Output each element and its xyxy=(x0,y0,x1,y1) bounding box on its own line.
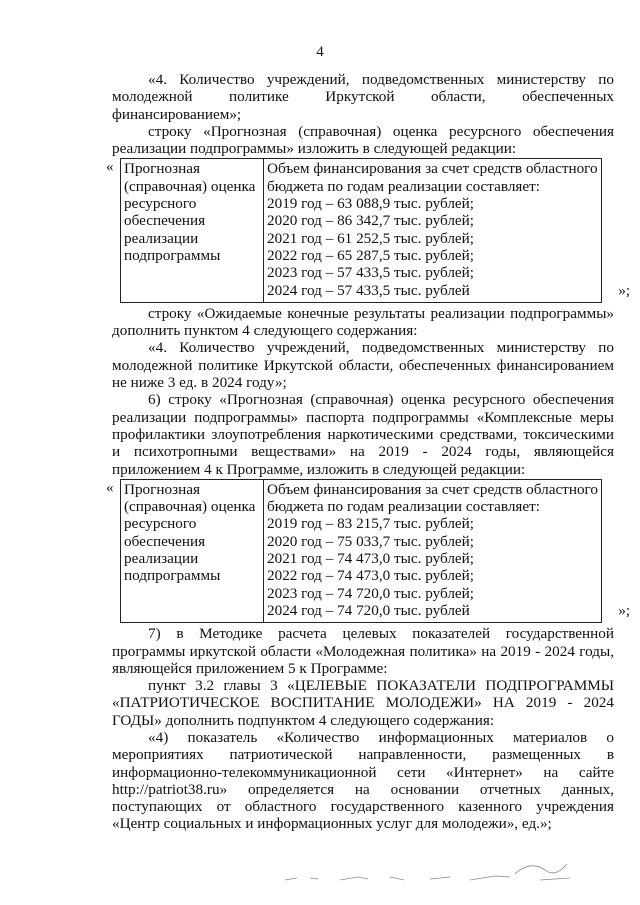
table-open-quote: « xyxy=(106,159,114,176)
forecast-table-2-wrap xyxy=(106,479,630,623)
document-body xyxy=(106,71,630,833)
table-left-cell xyxy=(121,479,264,622)
forecast-table-1-wrap xyxy=(106,158,630,302)
funding-year-row: 2023 год – 57 433,5 тыс. рублей; xyxy=(267,264,475,282)
left-line: реализации xyxy=(124,550,199,568)
paragraph-quote-item-4-2024: «4. Количество учреждений, подведомственных министерству по молодежной политике Иркутской области, обеспеченных финансированием не ниже 3 ед. в 2024 году»; xyxy=(112,339,614,392)
funding-year-row: 2020 год – 86 342,7 тыс. рублей; xyxy=(267,212,475,230)
left-line: подпрограммы xyxy=(124,567,221,585)
left-line: реализации xyxy=(124,229,199,247)
left-line: подпрограммы xyxy=(124,246,221,264)
left-line: Прогнозная xyxy=(124,160,200,178)
table-open-quote: « xyxy=(106,479,114,496)
paragraph-item-6: 6) строку «Прогнозная (справочная) оценка ресурсного обеспечения реализации подпрограммы» паспорта подпрограммы «Комплексные меры профилактики злоупотребления наркотическими средствами, токсическими и психотропными веществами» на 2019 - 2024 годы, являющейся приложением 4 к Программе, изложить в следующей редакции: xyxy=(112,391,614,478)
paragraph-quote-item-4: «4. Количество учреждений, подведомственных министерству по молодежной политике Иркутской области, обеспеченных финансированием»; xyxy=(112,71,614,123)
funding-year-row: 2024 год – 74 720,0 тыс. рублей xyxy=(267,601,470,619)
left-line: ресурсного xyxy=(124,515,197,533)
left-line: (справочная) оценка xyxy=(124,177,256,195)
funding-year-row: 2021 год – 61 252,5 тыс. рублей; xyxy=(267,229,475,247)
left-line: (справочная) оценка xyxy=(124,498,256,516)
scan-artifact-scribble xyxy=(280,850,590,890)
left-line: обеспечения xyxy=(124,532,206,550)
funding-year-row: 2021 год – 74 473,0 тыс. рублей; xyxy=(267,550,475,568)
paragraph-expected-results: строку «Ожидаемые конечные результаты реализации подпрограммы» дополнить пунктом 4 следующего содержания: xyxy=(112,304,614,340)
paragraph-item-7: 7) в Методике расчета целевых показателей государственной программы иркутской области «Молодежная политика» на 2019 - 2024 годы, являющейся приложением 5 к Программе: xyxy=(112,625,614,677)
left-line: обеспечения xyxy=(124,212,206,230)
funding-intro: Объем финансирования за счет средств областного бюджета по годам реализации составляет: xyxy=(267,480,598,516)
forecast-table-2 xyxy=(120,479,602,623)
table-close-quote: »; xyxy=(618,282,630,299)
table-right-cell xyxy=(264,159,602,302)
table-right-cell xyxy=(264,479,602,622)
funding-year-row: 2024 год – 57 433,5 тыс. рублей xyxy=(267,281,470,299)
paragraph-point-3-2: пункт 3.2 главы 3 «ЦЕЛЕВЫЕ ПОКАЗАТЕЛИ ПОДПРОГРАММЫ «ПАТРИОТИЧЕСКОЕ ВОСПИТАНИЕ МОЛОДЕЖИ» НА 2019 - 2024 ГОДЫ» дополнить подпунктом 4 следующего содержания: xyxy=(112,677,614,729)
forecast-table-1 xyxy=(120,158,602,302)
table-left-cell xyxy=(121,159,264,302)
funding-year-row: 2020 год – 75 033,7 тыс. рублей; xyxy=(267,532,475,550)
funding-year-row: 2019 год – 83 215,7 тыс. рублей; xyxy=(267,515,475,533)
left-line: Прогнозная xyxy=(124,480,200,498)
funding-year-row: 2022 год – 74 473,0 тыс. рублей; xyxy=(267,567,475,585)
page-number: 4 xyxy=(316,44,324,60)
paragraph-row-forecast: строку «Прогнозная (справочная) оценка ресурсного обеспечения реализации подпрограммы» изложить в следующей редакции: xyxy=(112,122,614,158)
left-line: ресурсного xyxy=(124,195,197,213)
funding-year-row: 2023 год – 74 720,0 тыс. рублей; xyxy=(267,584,475,602)
paragraph-indicator-4: «4) показатель «Количество информационных материалов о мероприятиях патриотической направленности, размещенных в информационно-телекоммуникационной сети «Интернет» на сайте http://patriot38.ru» определяется на основании отчетных данных, поступающих от областного государственного казенного учреждения «Центр социальных и информационных услуг для молодежи», ед.»; xyxy=(112,728,614,833)
funding-intro: Объем финансирования за счет средств областного бюджета по годам реализации составляет: xyxy=(267,160,598,195)
funding-year-row: 2022 год – 65 287,5 тыс. рублей; xyxy=(267,246,475,264)
funding-year-row: 2019 год – 63 088,9 тыс. рублей; xyxy=(267,195,475,213)
table-close-quote: »; xyxy=(618,602,630,619)
